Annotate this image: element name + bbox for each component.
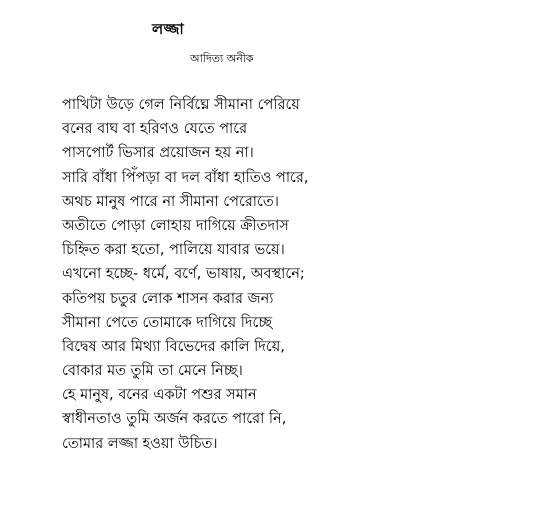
- poem-line: তোমার লজ্জা হওয়া উচিত।: [62, 435, 218, 452]
- poem-line: স্বাধীনতাও তুমি অর্জন করতে পারো নি,: [62, 411, 287, 428]
- poem-line: চিহ্নিত করা হতো, পালিয়ে যাবার ভয়ে।: [62, 242, 285, 259]
- poem-title: লজ্জা: [152, 20, 185, 38]
- poem-line: সীমানা পেতে তোমাকে দাগিয়ে দিচ্ছে: [62, 314, 273, 331]
- poem-line: এখনো হচ্ছে- ধর্মে, বর্ণে, ভাষায়, অবস্থানে;: [62, 266, 305, 283]
- poem-line: কতিপয় চতুর লোক শাসন করার জন্য: [62, 290, 274, 307]
- poem-line: সারি বাঁধা পিঁপড়া বা দল বাঁধা হাতিও পারে,: [62, 169, 309, 186]
- poem-line: পাখিটা উড়ে গেল নির্বিঘ্নে সীমানা পেরিয়ে: [62, 97, 300, 113]
- poem-line: অতীতে পোড়া লোহায় দাগিয়ে ক্রীতদাস: [62, 217, 289, 234]
- poem-body: [62, 93, 542, 456]
- poem-line: অথচ মানুষ পারে না সীমানা পেরোতে।: [62, 193, 279, 210]
- poem-author: আদিত্য অনীক: [190, 52, 254, 65]
- poem-line: বনের বাঘ বা হরিণও যেতে পারে: [62, 121, 248, 138]
- poem-line: হে মানুষ, বনের একটা পশুর সমান: [62, 387, 257, 404]
- poem-line: বোকার মত তুমি তা মেনে নিচ্ছ।: [62, 363, 243, 380]
- poem-line: বিদ্বেষ আর মিথ্যা বিভেদের কালি দিয়ে,: [62, 338, 285, 355]
- poem-line: পাসপোর্ট ভিসার প্রয়োজন হয় না।: [62, 145, 254, 162]
